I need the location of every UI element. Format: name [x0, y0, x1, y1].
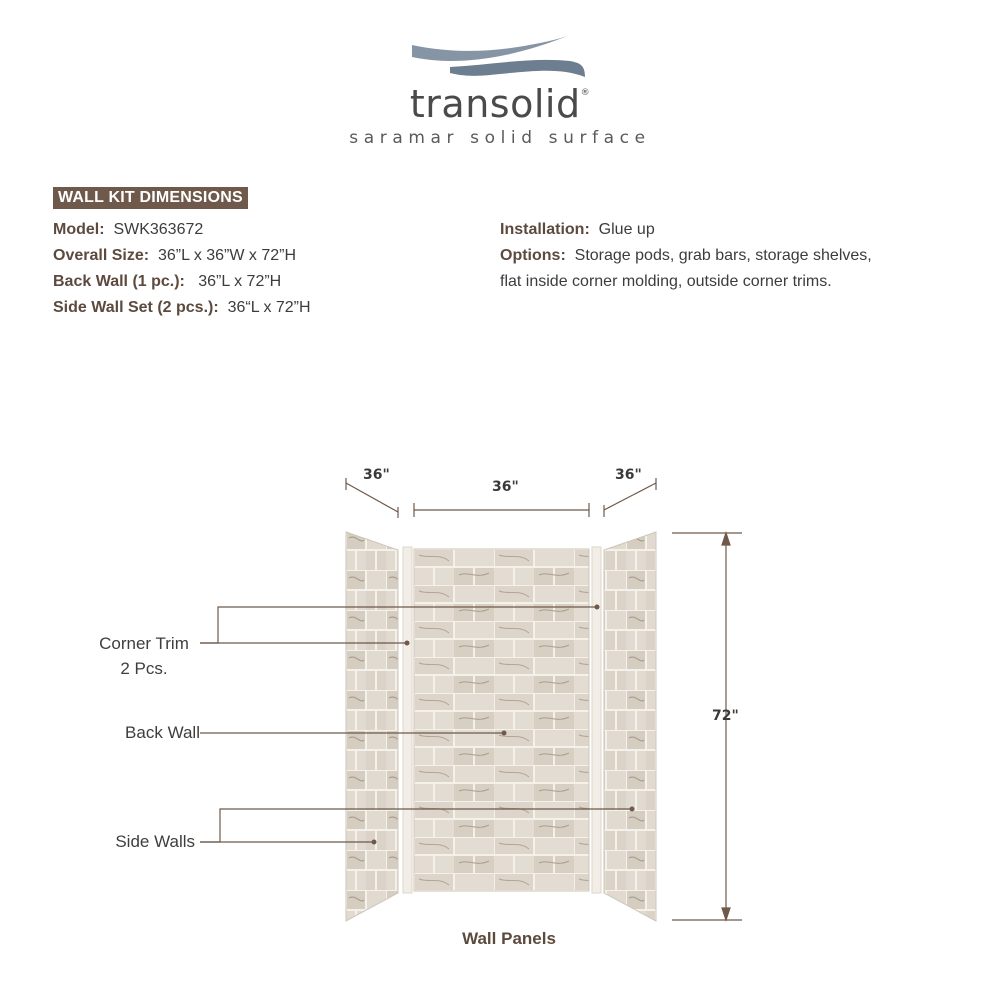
back-wall-panel [414, 549, 589, 891]
diagram-caption: Wall Panels [462, 929, 556, 948]
brand-tagline: saramar solid surface [349, 128, 651, 148]
corner-trim-left [403, 547, 412, 893]
brand-name: transolid® [409, 82, 591, 126]
callout-back-wall: Back Wall [125, 723, 200, 742]
section-title: WALL KIT DIMENSIONS [53, 187, 248, 209]
dim-center-label: 36" [492, 479, 519, 495]
left-side-wall [346, 532, 398, 921]
callout-corner-trim: Corner Trim 2 Pcs. [99, 634, 189, 678]
corner-trim-right [592, 547, 601, 893]
callout-side-walls: Side Walls [115, 832, 195, 851]
spec-model: Model: SWK363672 [53, 221, 204, 238]
spec-options: Options: Storage pods, grab bars, storage shelves, flat inside corner molding, outside corner trims. [500, 247, 872, 290]
dim-left-label: 36" [363, 467, 390, 483]
dim-height-label: 72" [712, 708, 739, 724]
spec-side-wall-set: Side Wall Set (2 pcs.): 36“L x 72”H [53, 299, 311, 316]
spec-overall-size: Overall Size: 36”L x 36”W x 72”H [53, 247, 297, 264]
spec-back-wall: Back Wall (1 pc.): 36”L x 72”H [53, 273, 282, 290]
spec-installation: Installation: Glue up [500, 221, 655, 238]
dim-right-label: 36" [615, 467, 642, 483]
right-side-wall [604, 532, 656, 921]
